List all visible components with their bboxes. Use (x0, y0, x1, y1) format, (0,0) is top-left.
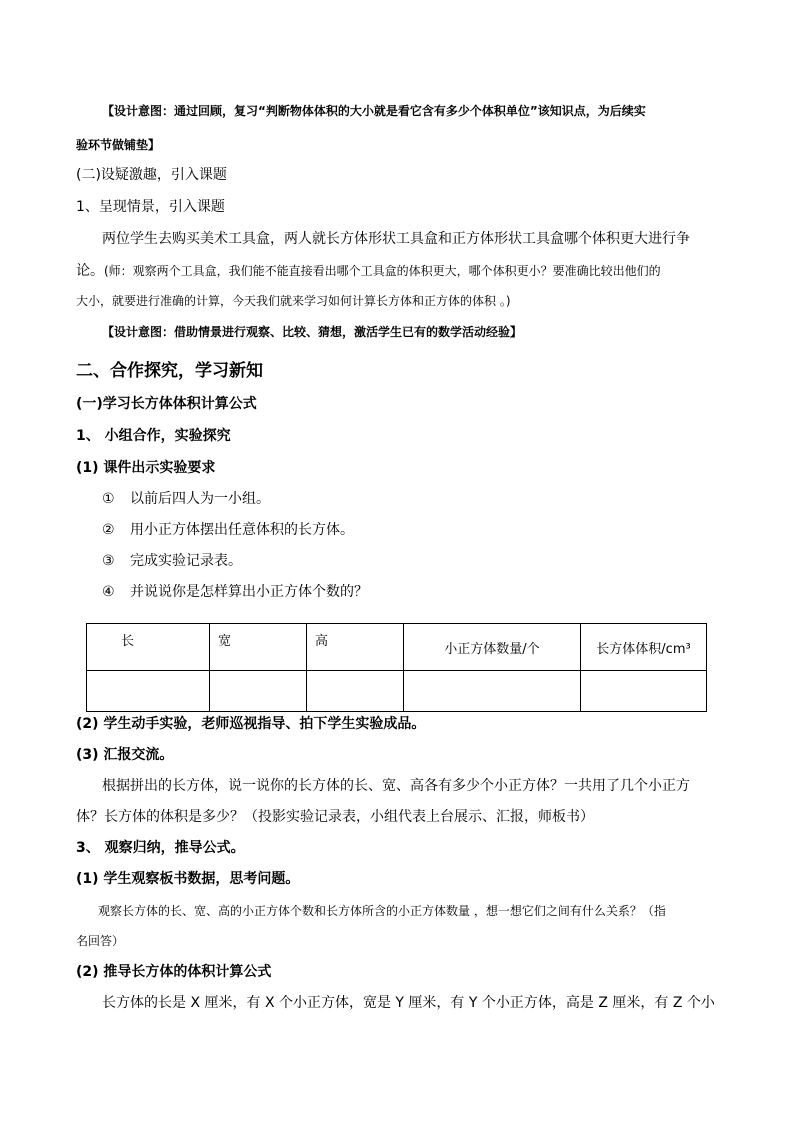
requirement-item (102, 519, 354, 539)
step-heading-1-1: (1) 课件出示实验要求 (76, 460, 216, 476)
requirement-number: ④ (102, 584, 115, 600)
table-cell (87, 671, 210, 712)
requirement-number: ② (102, 522, 115, 538)
step-heading-1-2: (2) 学生动手实验，老师巡视指导、拍下学生实验成品。 (76, 716, 426, 732)
subsection-heading-3: 3、 观察归纳，推导公式。 (76, 840, 245, 856)
header-height: 高 (307, 624, 404, 671)
header-length: 长 (87, 624, 210, 671)
paragraph-1-lead: 论。 (76, 263, 104, 279)
subsection-heading-b1: 1、呈现情景，引入课题 (76, 199, 225, 215)
teacher-note: (师：观察两个工具盒，我们能不能直接看出哪个工具盒的体积更大，哪个体积更小？要准确比较出他们的 (104, 264, 661, 278)
paragraph-2-line-2: 体？长方体的体积是多少？（投影实验记录表，小组代表上台展示、汇报，师板书） (76, 809, 594, 825)
step-heading-3-2: (2) 推导长方体的体积计算公式 (76, 964, 272, 980)
paragraph-1-line-3: 大小，就要进行准确的计算，今天我们就来学习如何计算长方体和正方体的体积 。) (76, 294, 511, 308)
requirement-item (102, 488, 270, 508)
section-heading-b: (二)设疑激趣，引入课题 (76, 167, 227, 183)
paragraph-2-line-1: 根据拼出的长方体，说一说你的长方体的长、宽、高各有多少个小正方体？一共用了几个小正方 (102, 778, 690, 794)
paragraph-1-line-2 (76, 260, 661, 280)
requirement-number: ③ (102, 553, 115, 569)
major-heading-2: 二、合作探究，学习新知 (76, 361, 263, 381)
requirement-number: ① (102, 491, 115, 507)
design-intent-1-cont: 验环节做铺垫】 (76, 138, 161, 152)
paragraph-4-line-1: 长方体的长是 X 厘米，有 X 个小正方体，宽是 Y 厘米，有 Y 个小正方体，高是 Z 厘米，有 Z 个小 (102, 995, 715, 1011)
experiment-record-table (86, 623, 707, 712)
step-heading-1-3: (3) 汇报交流。 (76, 747, 174, 763)
table-cell (307, 671, 404, 712)
paragraph-3-line-2: 名回答） (76, 934, 125, 948)
requirement-item (102, 581, 368, 601)
paragraph-3-line-1: 观察长方体的长、宽、高的小正方体个数和长方体所含的小正方体数量 ，想一想它们之间有什么关系？（指 (98, 904, 666, 918)
section-heading-one: (一)学习长方体体积计算公式 (76, 396, 257, 412)
subsection-heading-1: 1、 小组合作，实验探究 (76, 428, 231, 444)
step-heading-3-1: (1) 学生观察板书数据，思考问题。 (76, 871, 300, 887)
table-cell (210, 671, 307, 712)
paragraph-1-line-1: 两位学生去购买美术工具盒，两人就长方体形状工具盒和正方体形状工具盒哪个体积更大进行争 (102, 231, 690, 247)
table-cell (404, 671, 581, 712)
design-intent-2: 【设计意图：借助情景进行观察、比较、猜想，激活学生已有的数学活动经验】 (102, 325, 523, 339)
table-row (87, 671, 707, 712)
requirement-text: 用小正方体摆出任意体积的长方体。 (130, 522, 354, 538)
requirement-text: 以前后四人为一小组。 (130, 491, 270, 507)
table-header-row (87, 624, 707, 671)
table-cell (581, 671, 707, 712)
header-width: 宽 (210, 624, 307, 671)
requirement-item (102, 550, 242, 570)
requirement-text: 并说说你是怎样算出小正方体个数的？ (130, 584, 368, 600)
requirement-text: 完成实验记录表。 (130, 553, 242, 569)
header-cuboid-volume: 长方体体积/cm³ (581, 624, 707, 671)
design-intent-1: 【设计意图：通过回顾，复习“判断物体体积的大小就是看它含有多少个体积单位”该知识点，为后续实 (102, 104, 646, 118)
header-cube-count: 小正方体数量/个 (404, 624, 581, 671)
